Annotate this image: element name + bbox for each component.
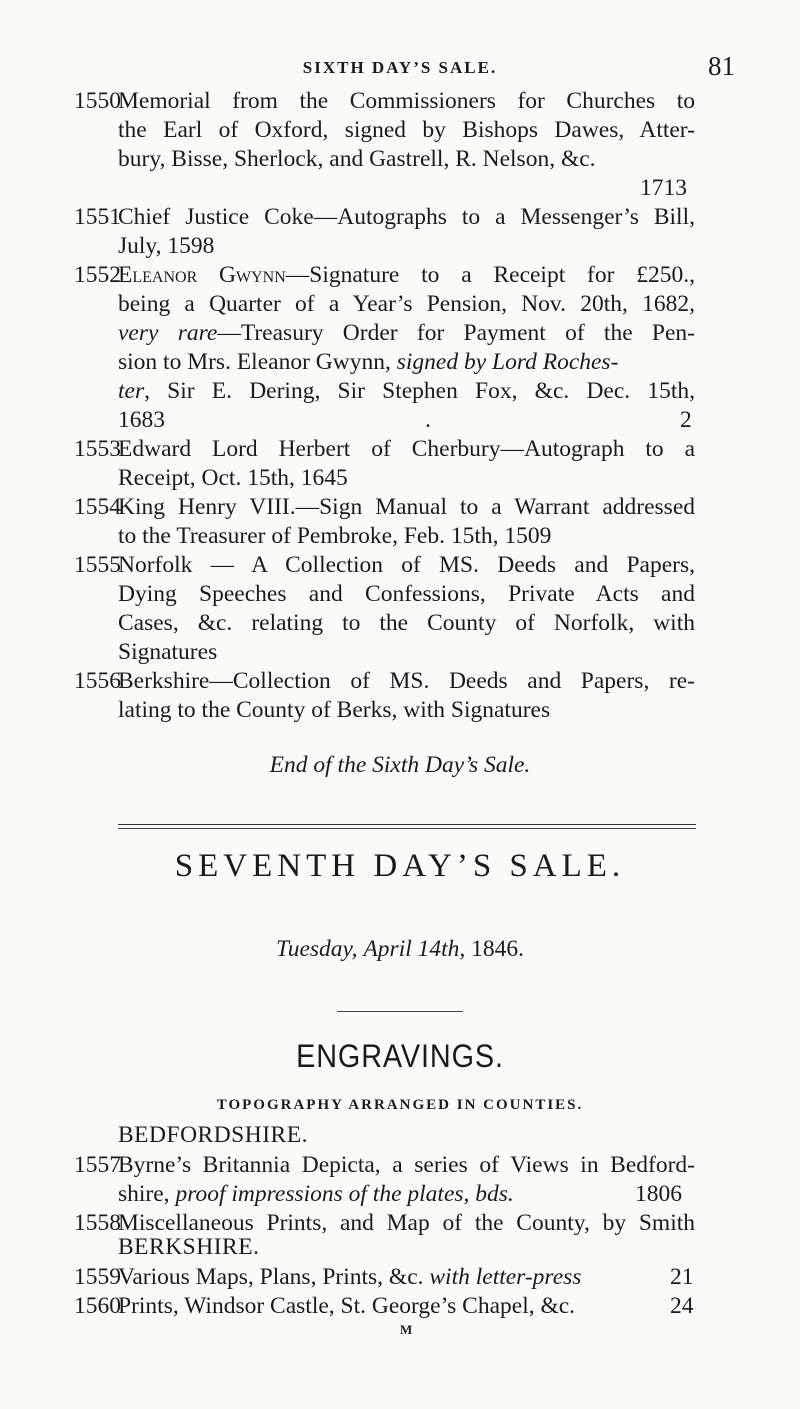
lot-number: 1552 [74,262,121,288]
lot-text: Byrne’s Britannia Depicta, a series of Views in Bedford- [118,1152,695,1178]
lot-text: the Earl of Oxford, signed by Bishops Dawes, Atter- [118,117,695,143]
lot-text: July, 1598 [118,233,215,259]
lot-text: Miscellaneous Prints, and Map of the County, by Smith [118,1210,695,1236]
section-divider [118,824,696,825]
lot-number: 1560 [74,1293,121,1319]
lot-amount: 21 [670,1264,694,1290]
end-of-sale-line: End of the Sixth Day’s Sale. [269,752,531,778]
lot-text: Receipt, Oct. 15th, 1645 [118,465,348,491]
subsection-heading: TOPOGRAPHY ARRANGED IN COUNTIES. [216,1097,584,1113]
lot-amount: 24 [670,1293,694,1319]
running-header [0,48,800,81]
lot-text: Memorial from the Commissioners for Churches to [118,88,695,114]
lot-text: 1683 [118,407,165,433]
seventh-day-heading: SEVENTH DAY’S SALE. [174,848,626,884]
lot-text: Cases, &c. relating to the County of Norfolk, with [118,610,695,636]
lot-amount: 1806 [635,1181,682,1207]
county-heading: BEDFORDSHIRE. [118,1122,308,1148]
signature-mark: M [400,1322,413,1337]
lot-number: 1550 [74,88,121,114]
lot-number: 1559 [74,1264,121,1290]
lot-text: lating to the County of Berks, with Signatures [118,697,551,723]
lot-number: 1554 [74,494,121,520]
lot-number: 1555 [74,552,121,578]
lot-text: Eleanor Gwynn—Signature to a Receipt for £250., [118,262,695,288]
lot-text: Chief Justice Coke—Autographs to a Messenger’s Bill, [118,204,695,230]
lot-text: very rare—Treasury Order for Payment of the Pen- [118,320,695,346]
lot-text: King Henry VIII.—Sign Manual to a Warrant addressed [118,494,695,520]
running-title: SIXTH DAY’S SALE. [302,58,498,77]
lot-text: Dying Speeches and Confessions, Private Acts and [118,581,695,607]
lot-text: shire, proof impressions of the plates, bds. [118,1181,514,1207]
lot-text: Various Maps, Plans, Prints, &c. with letter-press [118,1264,582,1290]
lot-text: Edward Lord Herbert of Cherbury—Autograph to a [118,436,695,462]
lot-number: 1553 [74,436,121,462]
lot-text: being a Quarter of a Year’s Pension, Nov. 20th, 1682, [118,291,695,317]
lot-text: to the Treasurer of Pembroke, Feb. 15th, 1509 [118,523,552,549]
lot-number: 1557 [74,1152,121,1178]
section-heading: ENGRAVINGS. [296,1038,504,1074]
lot-text: Norfolk — A Collection of MS. Deeds and Papers, [118,552,695,578]
lot-number: 1551 [74,204,121,230]
lot-amount: 1713 [640,175,687,201]
sale-date: Tuesday, April 14th, 1846. [275,936,525,962]
short-rule [337,1011,463,1012]
county-heading: BERKSHIRE. [118,1234,260,1260]
lot-text: sion to Mrs. Eleanor Gwynn, signed by Lord Roches- [118,349,619,375]
lot-dot: . [425,407,431,433]
page-number: 81 [708,51,735,81]
section-divider [118,828,696,829]
lot-text: ter, Sir E. Dering, Sir Stephen Fox, &c. Dec. 15th, [118,378,695,404]
lot-text: bury, Bisse, Sherlock, and Gastrell, R. Nelson, &c. [118,146,596,172]
lot-text: Prints, Windsor Castle, St. George’s Chapel, &c. [118,1293,576,1319]
lot-text: Signatures [118,639,218,665]
lot-text: Berkshire—Collection of MS. Deeds and Papers, re- [118,668,695,694]
lot-amount: 2 [680,407,692,433]
lot-number: 1556 [74,668,121,694]
lot-number: 1558 [74,1210,121,1236]
lot-name: Eleanor Gwynn [118,262,286,288]
